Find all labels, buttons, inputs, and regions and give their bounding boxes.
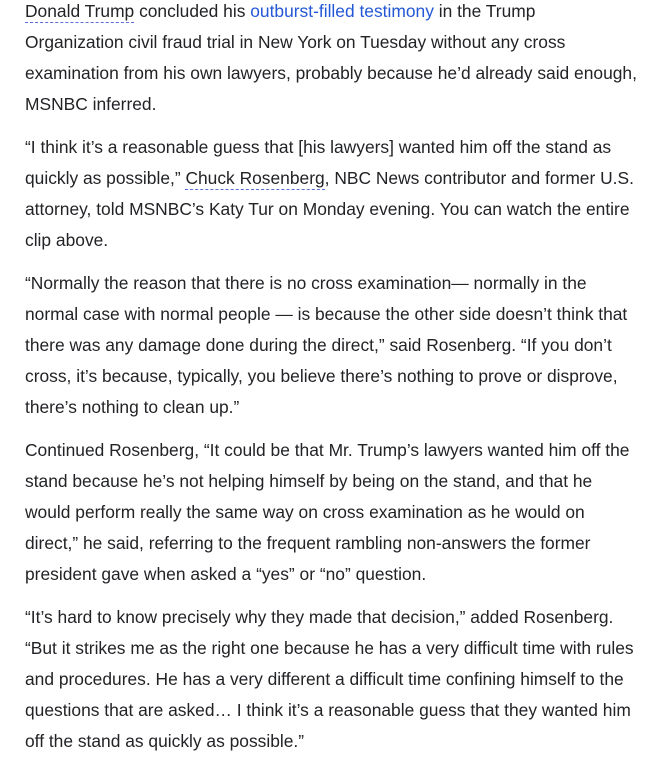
article-body: [25, 0, 637, 769]
paragraph-4: Continued Rosenberg, “It could be that Mr. Trump’s lawyers wanted him off the stand because he’s not helping himself by being on the stand, and that he would perform really the same way on cross examination as he would on direct,” he said, referring to the frequent rambling non-answers the former president gave when asked a “yes” or “no” question.: [25, 440, 630, 584]
paragraph-5: “It’s hard to know precisely why they made that decision,” added Rosenberg. “But it strikes me as the right one because he has a very difficult time with rules and procedures. He has a very different a difficult time confining himself to the questions that are asked… I think it’s a reasonable guess that they wanted him off the stand as quickly as possible.”: [25, 607, 634, 751]
testimony-link[interactable]: outburst-filled testimony: [250, 1, 434, 21]
paragraph-3: “Normally the reason that there is no cross examination— normally in the normal case with normal people — is because the other side doesn’t think that there was any damage done during the direct,” said Rosenberg. “If you don’t cross, it’s because, typically, you believe there’s nothing to prove or disprove, there’s nothing to clean up.”: [25, 273, 628, 417]
paragraph-1: [25, 0, 637, 120]
paragraph-2-text-b: , NBC News contributor and former U.S. attorney, told MSNBC’s Katy Tur on Monday evening. You can watch the entire clip above.: [25, 168, 634, 250]
chuck-rosenberg-link[interactable]: Chuck Rosenberg: [185, 168, 325, 188]
paragraph-2-text-a: “I think it’s a reasonable guess that [his lawyers] wanted him off the stand as quickly as possible,”: [25, 137, 612, 188]
paragraph-1-text-a: concluded his: [134, 1, 251, 21]
paragraph-2: [25, 132, 637, 256]
donald-trump-link[interactable]: Donald Trump: [25, 1, 135, 21]
paragraph-1-text-b: in the Trump Organization civil fraud trial in New York on Tuesday without any cross examination from his own lawyers, probably because he’d already said enough, MSNBC inferred.: [25, 1, 637, 114]
